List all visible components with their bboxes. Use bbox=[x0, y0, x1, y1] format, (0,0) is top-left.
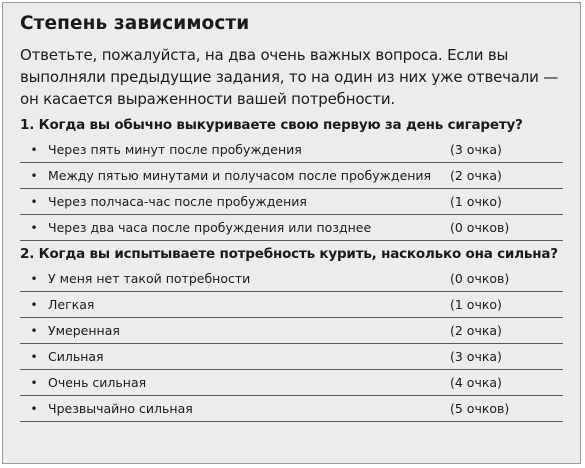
answer-points: (3 очка) bbox=[450, 349, 502, 364]
answer-points: (4 очка) bbox=[450, 375, 502, 390]
answer-text: Между пятью минутами и получасом после пробуждения bbox=[48, 168, 432, 183]
question-1-text: 1. Когда вы обычно выкуриваете свою первую за день сигарету? bbox=[20, 117, 523, 133]
answer-option bbox=[20, 189, 563, 215]
answer-option bbox=[20, 396, 563, 422]
answer-points: (1 очко) bbox=[450, 194, 502, 209]
answer-text: Через полчаса-час после пробуждения bbox=[48, 194, 307, 209]
answer-text: Легкая bbox=[48, 297, 95, 312]
bullet-icon: • bbox=[30, 401, 38, 416]
answer-option bbox=[20, 137, 563, 163]
intro-paragraph: Ответьте, пожалуйста, на два очень важных вопроса. Если вы выполняли предыдущие задания, то на один из них уже отвечали — он касается выраженности вашей потребности. bbox=[20, 46, 559, 108]
answer-points: (0 очков) bbox=[450, 220, 510, 235]
answer-text: Чрезвычайно сильная bbox=[48, 401, 193, 416]
page-title: Степень зависимости bbox=[20, 13, 250, 34]
answer-option bbox=[20, 163, 563, 189]
bullet-icon: • bbox=[30, 297, 38, 312]
answer-text: Сильная bbox=[48, 349, 104, 364]
answer-points: (1 очко) bbox=[450, 297, 502, 312]
answer-option bbox=[20, 344, 563, 370]
answer-text: Через пять минут после пробуждения bbox=[48, 142, 302, 157]
answer-points: (5 очков) bbox=[450, 401, 510, 416]
bullet-icon: • bbox=[30, 375, 38, 390]
bullet-icon: • bbox=[30, 142, 38, 157]
answer-option bbox=[20, 215, 563, 241]
answer-option bbox=[20, 292, 563, 318]
answer-points: (0 очков) bbox=[450, 271, 510, 286]
question-1-block bbox=[20, 116, 563, 241]
answer-option bbox=[20, 266, 563, 292]
bullet-icon: • bbox=[30, 194, 38, 209]
answer-text: Через два часа после пробуждения или позднее bbox=[48, 220, 372, 235]
question-2-answers bbox=[20, 266, 563, 422]
answer-text: У меня нет такой потребности bbox=[48, 271, 251, 286]
answer-text: Очень сильная bbox=[48, 375, 147, 390]
answer-points: (2 очка) bbox=[450, 323, 502, 338]
question-1-answers bbox=[20, 137, 563, 241]
question-2-block bbox=[20, 245, 563, 422]
answer-option bbox=[20, 370, 563, 396]
dependency-questionnaire-panel bbox=[2, 2, 581, 464]
bullet-icon: • bbox=[30, 220, 38, 235]
answer-points: (2 очка) bbox=[450, 168, 502, 183]
answer-text: Умеренная bbox=[48, 323, 120, 338]
bullet-icon: • bbox=[30, 271, 38, 286]
answer-points: (3 очка) bbox=[450, 142, 502, 157]
bullet-icon: • bbox=[30, 168, 38, 183]
bullet-icon: • bbox=[30, 323, 38, 338]
bullet-icon: • bbox=[30, 349, 38, 364]
answer-option bbox=[20, 318, 563, 344]
question-2-text: 2. Когда вы испытываете потребность курить, насколько она сильна? bbox=[20, 246, 558, 262]
